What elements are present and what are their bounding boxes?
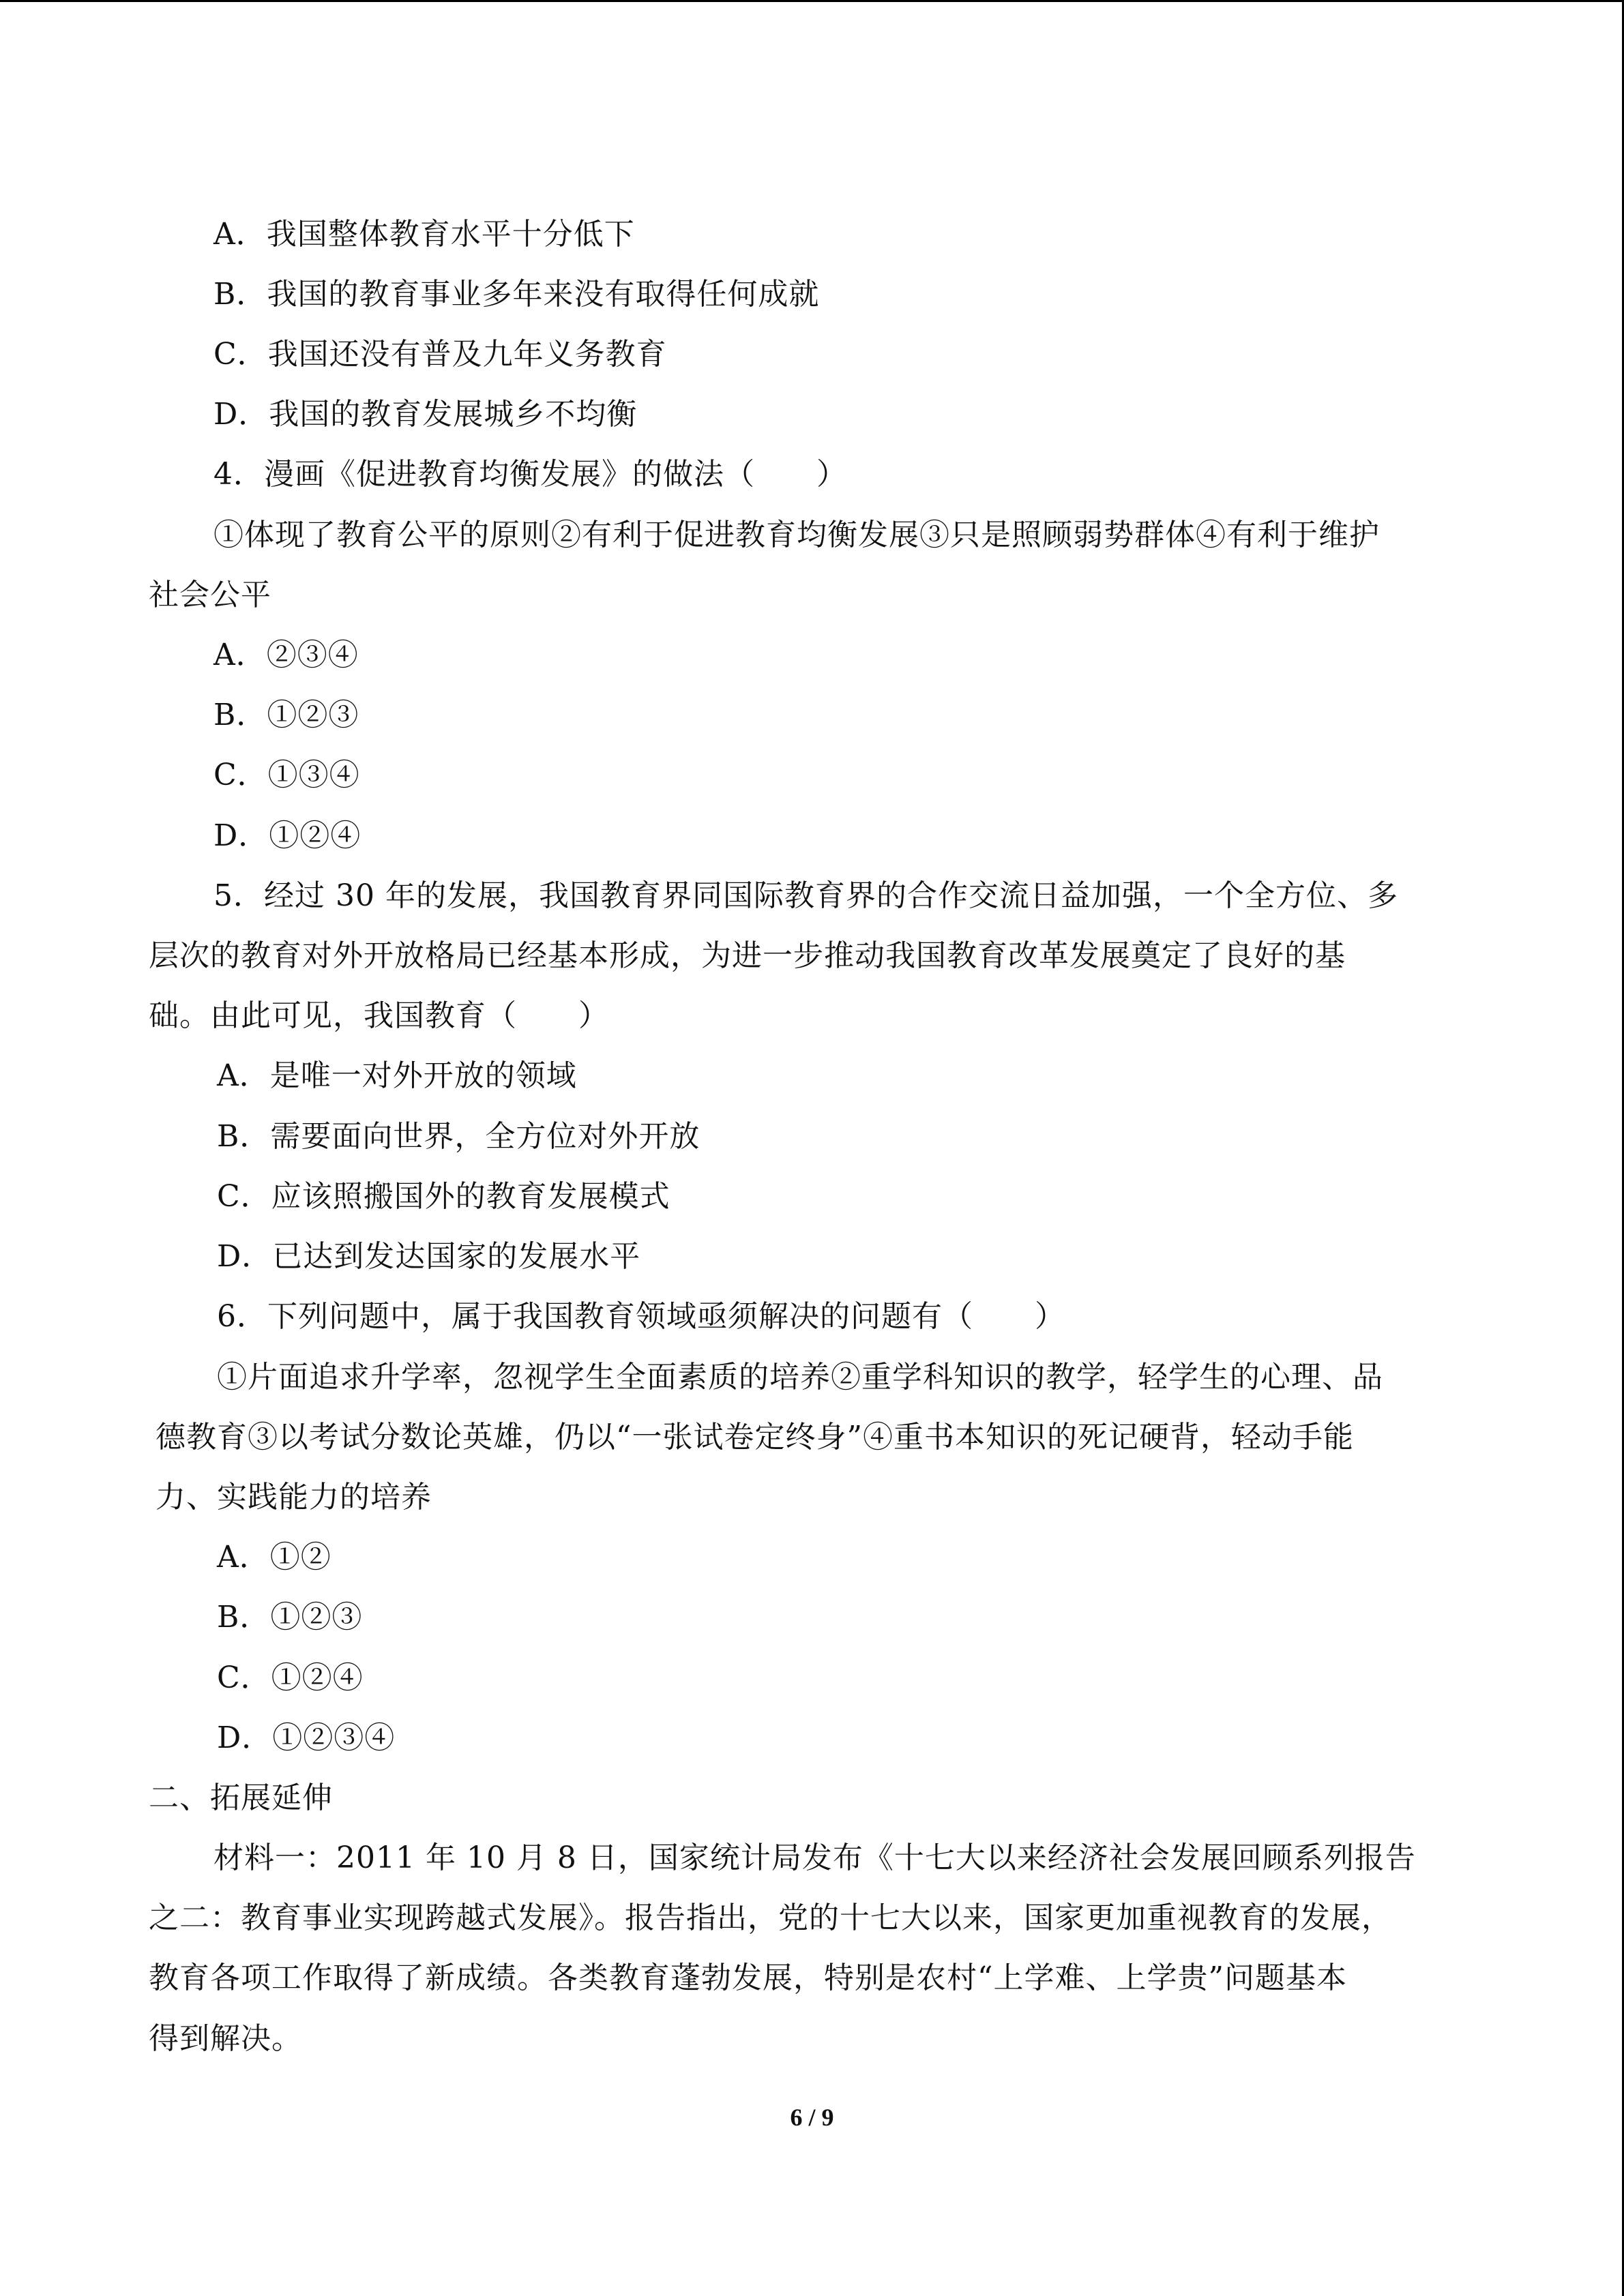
- q4-option-c: C．①③④: [213, 758, 360, 792]
- q5-option-a: A．是唯一对外开放的领域: [217, 1058, 577, 1093]
- q3-option-d: D．我国的教育发展城乡不均衡: [213, 397, 638, 432]
- material-1-line-1: 材料一：2011 年 10 月 8 日，国家统计局发布《十七大以来经济社会发展回顾系列报告: [213, 1840, 1416, 1875]
- q4-option-d: D．①②④: [213, 818, 361, 853]
- q6-choices-line-3: 力、实践能力的培养: [156, 1480, 432, 1515]
- material-1-line-3: 教育各项工作取得了新成绩。各类教育蓬勃发展，特别是农村“上学难、上学贵”问题基本: [149, 1960, 1347, 1995]
- q4-option-b: B．①②③: [213, 698, 359, 732]
- q4-choices-line-2: 社会公平: [149, 578, 271, 612]
- q6-option-d: D．①②③④: [217, 1720, 396, 1755]
- q4-stem: 4．漫画《促进教育均衡发展》的做法（ ）: [213, 457, 847, 492]
- q6-choices-line-2: 德教育③以考试分数论英雄，仍以“一张试卷定终身”④重书本知识的死记硬背，轻动手能: [156, 1420, 1354, 1455]
- q5-option-d: D．已达到发达国家的发展水平: [217, 1239, 641, 1274]
- q4-choices-line-1: ①体现了教育公平的原则②有利于促进教育均衡发展③只是照顾弱势群体④有利于维护: [213, 518, 1380, 552]
- q5-stem-line-1: 5．经过 30 年的发展，我国教育界同国际教育界的合作交流日益加强，一个全方位、多: [213, 878, 1398, 913]
- q5-stem-line-2: 层次的教育对外开放格局已经基本形成，为进一步推动我国教育改革发展奠定了良好的基: [149, 938, 1346, 973]
- q3-option-a: A．我国整体教育水平十分低下: [213, 217, 635, 252]
- q5-stem-line-3: 础。由此可见，我国教育（ ）: [149, 998, 609, 1033]
- q6-option-a: A．①②: [217, 1540, 331, 1575]
- q5-option-c: C．应该照搬国外的教育发展模式: [217, 1179, 670, 1214]
- q6-option-c: C．①②④: [217, 1660, 364, 1695]
- q5-option-b: B．需要面向世界，全方位对外开放: [217, 1119, 700, 1154]
- section-2-heading: 二、拓展延伸: [149, 1780, 333, 1815]
- q6-choices-line-1: ①片面追求升学率，忽视学生全面素质的培养②重学科知识的教学，轻学生的心理、品: [217, 1360, 1383, 1395]
- q6-stem: 6．下列问题中，属于我国教育领域亟须解决的问题有（ ）: [217, 1299, 1065, 1334]
- material-1-line-2: 之二：教育事业实现跨越式发展》。报告指出，党的十七大以来，国家更加重视教育的发展，: [149, 1900, 1392, 1935]
- q4-option-a: A．②③④: [213, 638, 359, 672]
- q3-option-c: C．我国还没有普及九年义务教育: [213, 337, 667, 372]
- q6-option-b: B．①②③: [217, 1600, 363, 1635]
- material-1-line-4: 得到解决。: [149, 2021, 302, 2056]
- q3-option-b: B．我国的教育事业多年来没有取得任何成就: [213, 277, 820, 312]
- page-number: 6 / 9: [790, 2104, 834, 2131]
